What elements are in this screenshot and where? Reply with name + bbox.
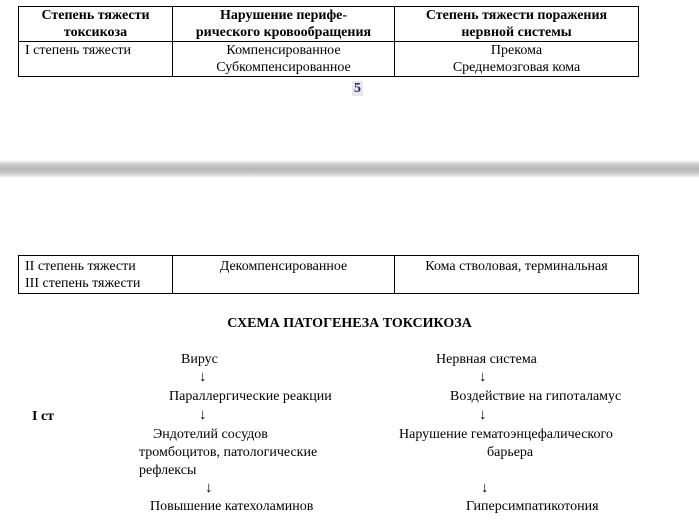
header-nervous-system	[395, 7, 639, 42]
page-number: 5	[354, 81, 361, 96]
arrow-down-icon: ↓	[481, 480, 489, 496]
left-endothelium-line1: Эндотелий сосудов	[153, 427, 268, 442]
header-line: Степень тяжести поражения	[425, 8, 608, 23]
header-line: Степень тяжести	[41, 8, 150, 23]
header-line: нервной системы	[461, 25, 572, 40]
table-header-row	[19, 7, 639, 42]
cell-line: II степень тяжести	[25, 259, 136, 274]
cell-circulation	[173, 42, 395, 77]
arrow-down-icon: ↓	[199, 407, 207, 423]
left-endothelium-line2: тромбоцитов, патологические	[139, 445, 318, 460]
arrow-down-icon: ↓	[205, 480, 213, 496]
left-parallergic: Параллергические реакции	[169, 389, 332, 404]
cell-circulation: Декомпенсированное	[173, 256, 395, 294]
stage-label: I ст	[32, 409, 55, 424]
cell-line: Среднемозговая кома	[452, 60, 581, 75]
header-severity	[19, 7, 173, 42]
header-line: токсикоза	[63, 25, 128, 40]
severity-table-top	[18, 6, 639, 77]
page-separator	[0, 160, 699, 178]
severity-table-bottom	[18, 255, 639, 294]
left-catecholamines: Повышение катехоламинов	[150, 499, 314, 514]
cell-degree: I степень тяжести	[19, 42, 173, 77]
arrow-down-icon: ↓	[199, 369, 207, 385]
cell-line: III степень тяжести	[25, 276, 141, 291]
header-line: Нарушение перифе-	[219, 8, 348, 23]
table-row	[19, 256, 639, 294]
right-barrier-line1: Нарушение гематоэнцефалического	[399, 427, 613, 442]
cell-line: Прекома	[490, 43, 543, 58]
cell-degree	[19, 256, 173, 294]
arrow-down-icon: ↓	[479, 407, 487, 423]
left-virus: Вирус	[181, 352, 218, 367]
header-line: рического кровообращения	[195, 25, 372, 40]
table-row	[19, 42, 639, 77]
cell-line: Компенсированное	[226, 43, 341, 58]
cell-line: Субкомпенсированное	[216, 60, 351, 75]
right-nervous-system: Нервная система	[436, 352, 537, 367]
cell-nervous	[395, 42, 639, 77]
scheme-title: СХЕМА ПАТОГЕНЕЗА ТОКСИКОЗА	[227, 316, 472, 331]
right-hypersympathicotonia: Гиперсимпатикотония	[466, 499, 599, 514]
right-barrier-line2: барьера	[487, 445, 534, 460]
left-endothelium-line3: рефлексы	[139, 463, 197, 478]
arrow-down-icon: ↓	[479, 369, 487, 385]
cell-nervous: Кома стволовая, терминальная	[395, 256, 639, 294]
right-hypothalamus: Воздействие на гипоталамус	[450, 389, 622, 404]
header-circulation	[173, 7, 395, 42]
